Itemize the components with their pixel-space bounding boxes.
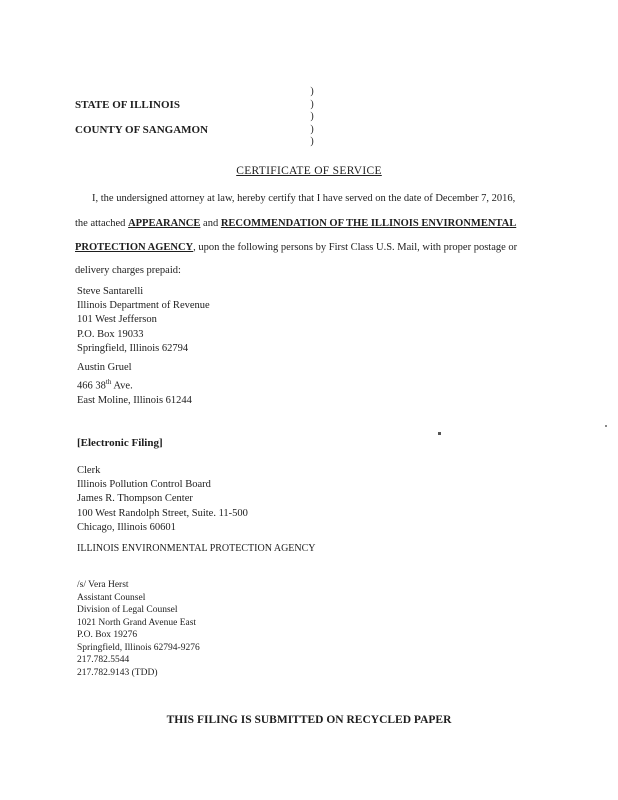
address-line: Illinois Pollution Control Board	[77, 479, 211, 491]
ordinal-suffix: th	[105, 378, 112, 387]
recommendation-doc-title: RECOMMENDATION OF THE ILLINOIS ENVIRONMENTAL	[220, 218, 517, 229]
paren: )	[310, 86, 314, 97]
recipient-address-1	[77, 285, 210, 356]
signature-block	[77, 579, 200, 679]
signer-line: P.O. Box 19276	[77, 630, 138, 640]
address-line: P.O. Box 19033	[77, 328, 144, 340]
address-line	[77, 375, 192, 394]
recommendation-doc-title-cont: PROTECTION AGENCY	[75, 242, 194, 253]
address-line: Clerk	[77, 465, 101, 476]
address-line: 100 West Randolph Street, Suite. 11-500	[77, 507, 248, 519]
body-line-1: I, the undersigned attorney at law, hereby certify that I have served on the date of December 7, 2016,	[92, 193, 516, 204]
county-caption: COUNTY OF SANGAMON	[75, 124, 209, 136]
body-line-3	[75, 242, 517, 253]
signer-line: /s/ Vera Herst	[77, 580, 129, 590]
street-number: 466 38	[77, 380, 106, 392]
signer-line: Division of Legal Counsel	[77, 605, 178, 615]
address-line: Springfield, Illinois 62794	[77, 342, 189, 354]
address-line: Steve Santarelli	[77, 286, 144, 297]
body-text: , upon the following persons by First Class U.S. Mail, with proper postage or	[193, 242, 518, 253]
caption-parentheses	[308, 86, 316, 149]
address-line: Illinois Department of Revenue	[77, 300, 210, 312]
recipient-address-3	[77, 464, 248, 535]
body-text: and	[200, 218, 221, 229]
address-line: Chicago, Illinois 60601	[77, 521, 176, 533]
signer-line: Springfield, Illinois 62794-9276	[77, 642, 200, 653]
body-line-4: delivery charges prepaid:	[75, 265, 181, 276]
paren: )	[310, 136, 314, 147]
state-caption: STATE OF ILLINOIS	[75, 99, 180, 111]
signer-line: 217.782.5544	[77, 655, 130, 665]
recipient-address-2	[77, 361, 192, 408]
scan-speck	[605, 425, 607, 427]
signer-line: Assistant Counsel	[77, 592, 146, 603]
recycled-paper-footer: THIS FILING IS SUBMITTED ON RECYCLED PAPER	[166, 714, 452, 726]
agency-name: ILLINOIS ENVIRONMENTAL PROTECTION AGENCY	[77, 543, 316, 554]
address-line: 101 West Jefferson	[77, 314, 157, 326]
page-title: CERTIFICATE OF SERVICE	[236, 165, 382, 177]
body-line-2	[75, 218, 516, 229]
address-line: Austin Gruel	[77, 362, 132, 373]
paren: )	[310, 98, 314, 110]
address-line: East Moline, Illinois 61244	[77, 394, 192, 406]
paren: )	[310, 123, 314, 135]
signer-line: 1021 North Grand Avenue East	[77, 617, 197, 628]
address-line: James R. Thompson Center	[77, 493, 193, 505]
appearance-doc-title: APPEARANCE	[128, 218, 201, 229]
body-text: the attached	[75, 218, 129, 229]
electronic-filing-label: [Electronic Filing]	[77, 437, 163, 449]
signer-line: 217.782.9143 (TDD)	[77, 667, 158, 678]
street-name: Ave.	[111, 380, 133, 392]
paren: )	[310, 111, 314, 122]
scan-speck	[438, 432, 441, 435]
